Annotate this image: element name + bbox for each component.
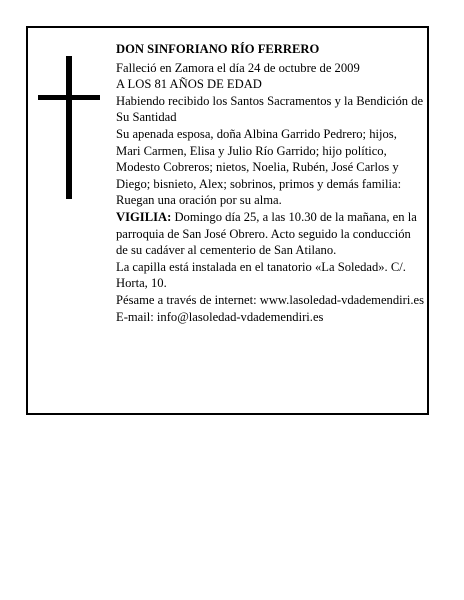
deceased-name: DON SINFORIANO RÍO FERRERO [116, 42, 320, 56]
cross-horizontal-bar [38, 95, 100, 100]
vigil-label: VIGILIA: [116, 209, 172, 224]
chapel-info: La capilla está instalada en el tanatorio «La Soledad». C/. Horta, 10. [116, 259, 406, 291]
death-info: Falleció en Zamora el día 24 de octubre de 2009 [116, 60, 360, 75]
condolence-web: Pésame a través de internet: www.lasoledad-vdademendiri.es [116, 292, 424, 307]
vigil-details: Domingo día 25, a las 10.30 de la mañana, en la parroquia de San José Obrero. Acto seguido la conducción de su cadáver al cementerio de San Atilano. [116, 209, 417, 258]
vigil-info [116, 209, 424, 259]
notice-text [116, 41, 424, 325]
obituary-notice [26, 26, 429, 415]
sacraments-info: Habiendo recibido los Santos Sacramentos y la Bendición de Su Santidad [116, 93, 424, 125]
age-info: A LOS 81 AÑOS DE EDAD [116, 77, 262, 92]
cross-icon [38, 56, 100, 199]
family-list: Su apenada esposa, doña Albina Garrido Pedrero; hijos, Mari Carmen, Elisa y Julio Río Garrido; hijo político, Modesto Cobreros; nietos, Noelia, Rubén, José Carlos y Diego; bisnieto, Alex; sobrinos, primos y demás familia: [116, 126, 402, 191]
condolence-email: E-mail: info@lasoledad-vdademendiri.es [116, 309, 324, 324]
cross-vertical-bar [66, 56, 72, 199]
prayer-request: Ruegan una oración por su alma. [116, 193, 282, 208]
